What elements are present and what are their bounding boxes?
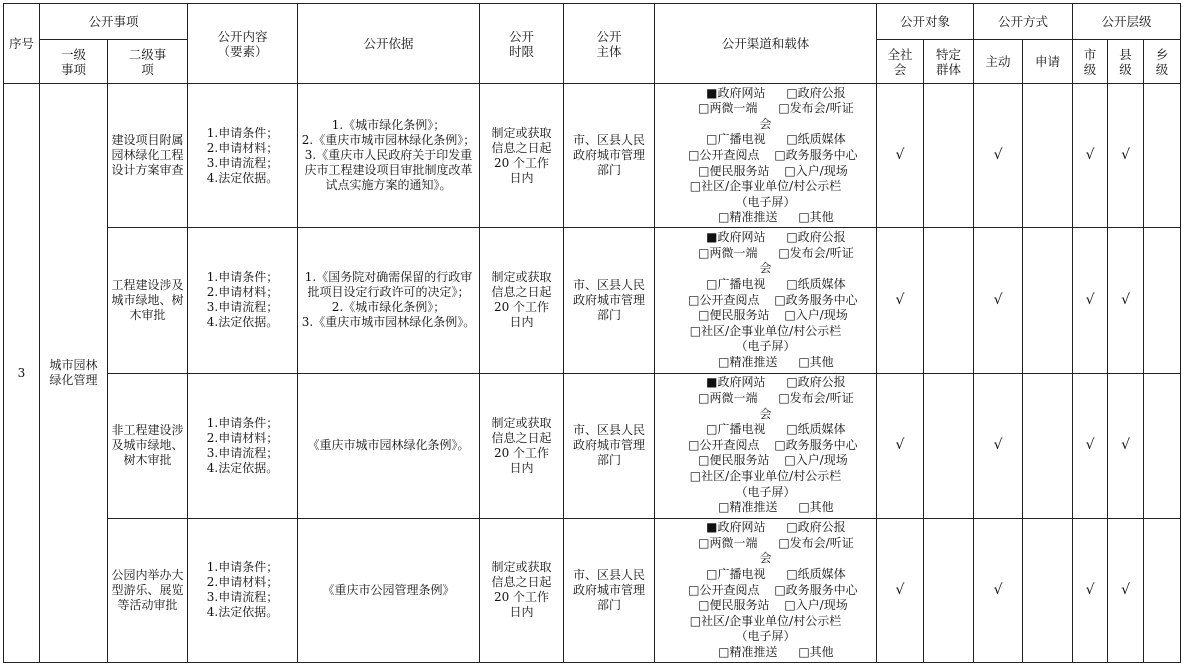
empty-cell (924, 84, 974, 228)
channel-gov-site: ■政府网站 (706, 230, 766, 245)
channel-press: □发布会/听证 (778, 535, 854, 550)
empty-cell (1144, 373, 1181, 518)
channel-service-center: □政务服务中心 (774, 292, 858, 307)
channel-convenience: □便民服务站 (698, 598, 770, 613)
channel-cell (655, 84, 877, 228)
empty-cell (1023, 518, 1073, 662)
channel-gov-site: ■政府网站 (706, 375, 766, 390)
channel-two-one: □两微一端 (698, 101, 758, 116)
channel-other: □其他 (798, 500, 834, 515)
content-line: 1.申请条件； (206, 560, 279, 575)
header-target-specific: 特定群体 (924, 40, 974, 84)
item2-cell: 公园内举办大型游乐、展览等活动审批 (108, 518, 188, 662)
channel-board: □社区/企事业单位/村公示栏 (689, 469, 842, 484)
empty-cell (1144, 518, 1181, 662)
empty-cell (924, 373, 974, 518)
empty-cell (924, 228, 974, 373)
item2-cell: 工程建设涉及城市绿地、树木审批 (108, 228, 188, 373)
subject-cell: 市、区县人民政府城市管理部门 (564, 373, 655, 518)
empty-cell (1023, 373, 1073, 518)
channel-gov-gazette: □政府公报 (786, 85, 846, 100)
basis-cell: 《重庆市公园管理条例》 (298, 518, 480, 662)
table-row (4, 518, 1181, 662)
content-line: 2.申请材料； (206, 285, 279, 300)
category-name: 城市园林绿化管理 (40, 84, 108, 663)
channel-screen: （电子屏） (735, 484, 796, 499)
content-line: 2.申请材料； (206, 430, 279, 445)
content-line: 4.法定依据。 (206, 170, 279, 185)
header-item-l1: 一级事项 (40, 40, 108, 84)
channel-press-cont: 会 (759, 261, 772, 276)
content-line: 3.申请流程； (206, 155, 279, 170)
header-method-group: 公开方式 (974, 4, 1073, 40)
table-row (4, 228, 1181, 373)
channel-other: □其他 (798, 210, 834, 225)
header-method-active: 主动 (974, 40, 1023, 84)
channel-paper: □纸质媒体 (786, 277, 846, 292)
header-level-county: 县级 (1108, 40, 1144, 84)
check-mark: √ (974, 84, 1023, 228)
content-line: 4.法定依据。 (206, 315, 279, 330)
header-level-town: 乡级 (1144, 40, 1181, 84)
channel-two-one: □两微一端 (698, 391, 758, 406)
empty-cell (1023, 84, 1073, 228)
channel-board: □社区/企事业单位/村公示栏 (689, 613, 842, 628)
channel-radio-tv: □广播电视 (706, 566, 766, 581)
channel-press: □发布会/听证 (778, 101, 854, 116)
subject-cell: 市、区县人民政府城市管理部门 (564, 84, 655, 228)
channel-door: □入户/现场 (784, 163, 848, 178)
channel-reading-point: □公开查阅点 (688, 292, 760, 307)
content-cell (188, 228, 298, 373)
check-mark: √ (1073, 84, 1108, 228)
content-line: 1.申请条件； (206, 415, 279, 430)
channel-push: □精准推送 (718, 210, 778, 225)
channel-radio-tv: □广播电视 (706, 277, 766, 292)
disclosure-table (3, 3, 1181, 663)
channel-cell (655, 373, 877, 518)
empty-cell (1023, 228, 1073, 373)
channel-radio-tv: □广播电视 (706, 132, 766, 147)
check-mark: √ (974, 518, 1023, 662)
content-line: 1.申请条件； (206, 125, 279, 140)
item2-cell: 建设项目附属园林绿化工程设计方案审查 (108, 84, 188, 228)
header-level-group: 公开层级 (1073, 4, 1181, 40)
deadline-cell: 制定或获取信息之日起 20 个工作日内 (480, 518, 564, 662)
check-mark: √ (877, 228, 924, 373)
header-item-l2: 二级事项 (108, 40, 188, 84)
header-seq: 序号 (4, 4, 40, 84)
header-channel: 公开渠道和载体 (655, 4, 877, 84)
content-line: 3.申请流程； (206, 445, 279, 460)
category-seq: 3 (4, 84, 40, 663)
channel-reading-point: □公开查阅点 (688, 147, 760, 162)
channel-cell (655, 228, 877, 373)
basis-cell: 《重庆市城市园林绿化条例》。 (298, 373, 480, 518)
check-mark: √ (974, 373, 1023, 518)
check-mark: √ (1108, 373, 1144, 518)
channel-screen: （电子屏） (735, 339, 796, 354)
content-line: 2.申请材料； (206, 575, 279, 590)
check-mark: √ (1073, 518, 1108, 662)
channel-cell (655, 518, 877, 662)
channel-press: □发布会/听证 (778, 391, 854, 406)
basis-cell: 1.《国务院对确需保留的行政审批项目设定行政许可的决定》； 2.《城市绿化条例》； 3.《重庆市城市园林绿化条例》。 (298, 228, 480, 373)
empty-cell (924, 518, 974, 662)
empty-cell (1144, 228, 1181, 373)
check-mark: √ (974, 228, 1023, 373)
check-mark: √ (1073, 228, 1108, 373)
channel-press-cont: 会 (759, 406, 772, 421)
channel-board: □社区/企事业单位/村公示栏 (689, 323, 842, 338)
check-mark: √ (877, 518, 924, 662)
channel-reading-point: □公开查阅点 (688, 582, 760, 597)
basis-cell: 1.《城市绿化条例》； 2.《重庆市城市园林绿化条例》； 3.《重庆市人民政府关于印发重庆市工程建设项目审批制度改革试点实施方案的通知》。 (298, 84, 480, 228)
channel-door: □入户/现场 (784, 598, 848, 613)
content-line: 4.法定依据。 (206, 605, 279, 620)
deadline-cell: 制定或获取信息之日起 20 个工作日内 (480, 228, 564, 373)
channel-gov-gazette: □政府公报 (786, 520, 846, 535)
channel-radio-tv: □广播电视 (706, 422, 766, 437)
subject-cell: 市、区县人民政府城市管理部门 (564, 518, 655, 662)
header-content: 公开内容（要素） (188, 4, 298, 84)
channel-push: □精准推送 (718, 644, 778, 659)
deadline-cell: 制定或获取信息之日起 20 个工作日内 (480, 84, 564, 228)
channel-service-center: □政务服务中心 (774, 147, 858, 162)
content-line: 1.申请条件； (206, 270, 279, 285)
channel-service-center: □政务服务中心 (774, 582, 858, 597)
check-mark: √ (1108, 518, 1144, 662)
header-level-city: 市级 (1073, 40, 1108, 84)
channel-gov-gazette: □政府公报 (786, 230, 846, 245)
header-method-request: 申请 (1023, 40, 1073, 84)
channel-two-one: □两微一端 (698, 245, 758, 260)
channel-gov-site: ■政府网站 (706, 85, 766, 100)
header-target-group: 公开对象 (877, 4, 974, 40)
content-cell (188, 373, 298, 518)
channel-other: □其他 (798, 644, 834, 659)
channel-convenience: □便民服务站 (698, 453, 770, 468)
item2-cell: 非工程建设涉及城市绿地、树木审批 (108, 373, 188, 518)
table-row (4, 84, 1181, 228)
header-item-group: 公开事项 (40, 4, 188, 40)
check-mark: √ (877, 373, 924, 518)
channel-convenience: □便民服务站 (698, 308, 770, 323)
channel-push: □精准推送 (718, 355, 778, 370)
channel-two-one: □两微一端 (698, 535, 758, 550)
channel-paper: □纸质媒体 (786, 566, 846, 581)
channel-door: □入户/现场 (784, 308, 848, 323)
content-line: 4.法定依据。 (206, 460, 279, 475)
content-line: 2.申请材料； (206, 140, 279, 155)
channel-gov-gazette: □政府公报 (786, 375, 846, 390)
channel-service-center: □政务服务中心 (774, 437, 858, 452)
content-line: 3.申请流程； (206, 300, 279, 315)
channel-paper: □纸质媒体 (786, 422, 846, 437)
channel-push: □精准推送 (718, 500, 778, 515)
check-mark: √ (1108, 84, 1144, 228)
channel-press: □发布会/听证 (778, 245, 854, 260)
channel-press-cont: 会 (759, 116, 772, 131)
channel-screen: （电子屏） (735, 194, 796, 209)
channel-reading-point: □公开查阅点 (688, 437, 760, 452)
check-mark: √ (1073, 373, 1108, 518)
content-line: 3.申请流程； (206, 590, 279, 605)
channel-gov-site: ■政府网站 (706, 520, 766, 535)
empty-cell (1144, 84, 1181, 228)
content-cell (188, 518, 298, 662)
channel-screen: （电子屏） (735, 629, 796, 644)
check-mark: √ (1108, 228, 1144, 373)
channel-press-cont: 会 (759, 551, 772, 566)
channel-convenience: □便民服务站 (698, 163, 770, 178)
table-row (4, 373, 1181, 518)
channel-other: □其他 (798, 355, 834, 370)
header-deadline: 公开时限 (480, 4, 564, 84)
deadline-cell: 制定或获取信息之日起 20 个工作日内 (480, 373, 564, 518)
channel-paper: □纸质媒体 (786, 132, 846, 147)
header-row-1 (4, 4, 1181, 40)
header-basis: 公开依据 (298, 4, 480, 84)
header-target-all: 全社会 (877, 40, 924, 84)
content-cell (188, 84, 298, 228)
header-subject: 公开主体 (564, 4, 655, 84)
channel-board: □社区/企事业单位/村公示栏 (689, 179, 842, 194)
subject-cell: 市、区县人民政府城市管理部门 (564, 228, 655, 373)
channel-door: □入户/现场 (784, 453, 848, 468)
check-mark: √ (877, 84, 924, 228)
